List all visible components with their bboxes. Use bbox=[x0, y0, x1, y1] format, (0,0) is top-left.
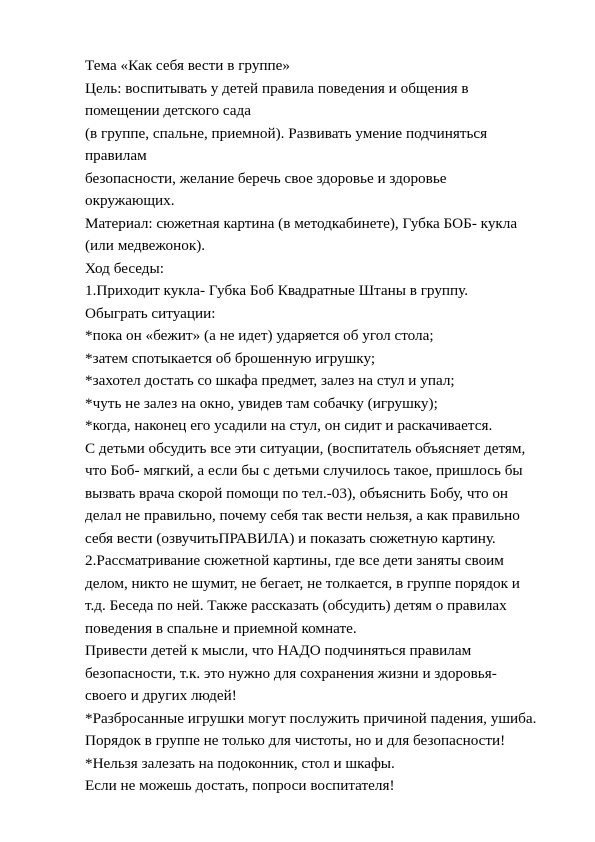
text-line: *Разбросанные игрушки могут послужить причиной падения, ушиба. bbox=[85, 709, 537, 727]
text-line-title: Тема «Как себя вести в группе» bbox=[85, 57, 291, 74]
text-line: *пока он «бежит» (а не идет) ударяется об угол стола; bbox=[85, 327, 434, 344]
text-line: Цель: воспитывать у детей правила поведения и общения в bbox=[85, 79, 469, 97]
text-line: безопасности, т.к. это нужно для сохранения жизни и здоровья- bbox=[85, 664, 497, 682]
text-line: себя вести (озвучитьПРАВИЛА) и показать сюжетную картину. bbox=[85, 529, 496, 547]
document-text bbox=[85, 55, 565, 798]
text-line: делал не правильно, почему себя так вести нельзя, а как правильно bbox=[85, 507, 520, 524]
text-line: *когда, наконец его усадили на стул, он сидит и раскачивается. bbox=[85, 417, 493, 434]
text-line: поведения в спальне и приемной комнате. bbox=[85, 619, 357, 637]
text-line: *затем спотыкается об брошенную игрушку; bbox=[85, 349, 376, 367]
text-line: делом, никто не шумит, не бегает, не толкается, в группе порядок и bbox=[85, 574, 520, 592]
text-line: Порядок в группе не только для чистоты, но и для безопасности! bbox=[85, 732, 506, 749]
text-line: Ход беседы: bbox=[85, 259, 164, 277]
text-line: помещении детского сада bbox=[85, 102, 252, 119]
text-line: 2.Рассматривание сюжетной картины, где все дети заняты своим bbox=[85, 552, 504, 569]
text-line: т.д. Беседа по ней. Также рассказать (обсудить) детям о правилах bbox=[85, 597, 507, 614]
text-line: *чуть не залез на окно, увидев там собачку (игрушку); bbox=[85, 394, 438, 412]
text-line: Привести детей к мысли, что НАДО подчиняться правилам bbox=[85, 642, 472, 659]
text-line: вызвать врача скорой помощи по тел.-03), объяснить Бобу, что он bbox=[85, 484, 509, 502]
text-line: что Боб- мягкий, а если бы с детьми случилось такое, пришлось бы bbox=[85, 462, 523, 479]
text-line: (или медвежонок). bbox=[85, 237, 206, 254]
text-line: С детьми обсудить все эти ситуации, (воспитатель объясняет детям, bbox=[85, 439, 526, 457]
text-line: *Нельзя залезать на подоконник, стол и шкафы. bbox=[85, 754, 395, 772]
text-line: правилам bbox=[85, 147, 147, 164]
text-line: Обыграть ситуации: bbox=[85, 304, 216, 322]
text-line: 1.Приходит кукла- Губка Боб Квадратные Штаны в группу. bbox=[85, 282, 469, 299]
text-line: Материал: сюжетная картина (в методкабинете), Губка БОБ- кукла bbox=[85, 214, 518, 232]
text-line: (в группе, спальне, приемной). Развивать умение подчиняться bbox=[85, 124, 488, 142]
text-line: Если не можешь достать, попроси воспитателя! bbox=[85, 777, 395, 794]
text-line: своего и других людей! bbox=[85, 687, 237, 704]
text-line: безопасности, желание беречь свое здоровье и здоровье bbox=[85, 169, 447, 187]
text-line: *захотел достать со шкафа предмет, залез на стул и упал; bbox=[85, 372, 455, 389]
text-line: окружающих. bbox=[85, 192, 175, 209]
